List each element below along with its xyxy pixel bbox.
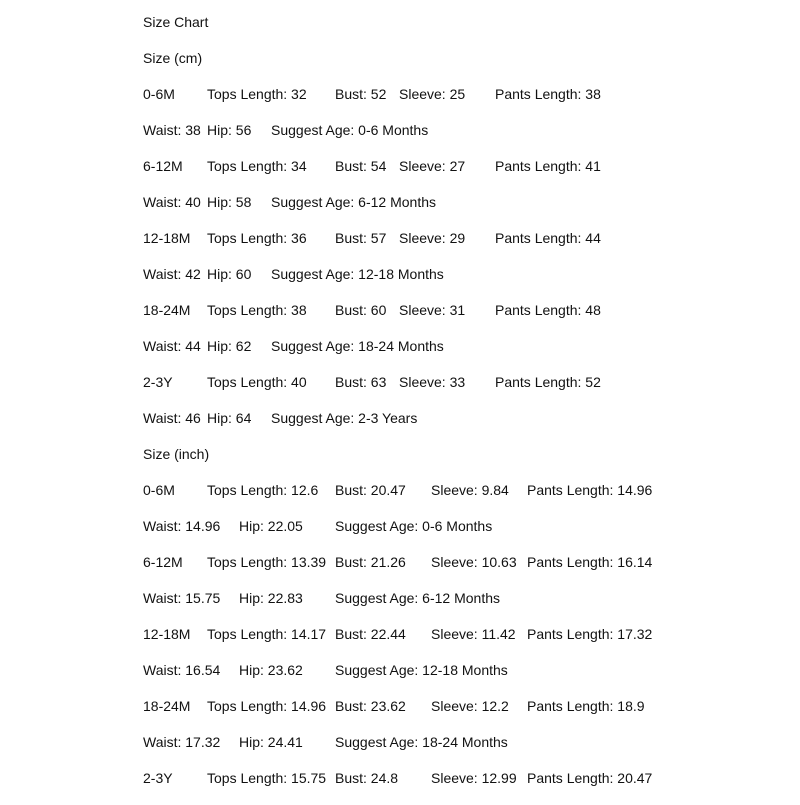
sleeve: Sleeve: 25 — [399, 86, 466, 102]
bust: Bust: 23.62 — [335, 698, 406, 714]
size-chart-document — [143, 13, 783, 805]
sleeve: Sleeve: 12.2 — [431, 698, 509, 714]
cm-row-4-detail — [143, 409, 783, 445]
hip: Hip: 64 — [207, 410, 252, 426]
sleeve: Sleeve: 11.42 — [431, 626, 516, 642]
bust: Bust: 57 — [335, 230, 387, 246]
cm-row-4-main — [143, 373, 783, 409]
inch-row-2-detail — [143, 661, 783, 697]
waist: Waist: 38 — [143, 122, 201, 138]
pants-length: Pants Length: 18.9 — [527, 698, 645, 714]
inch-row-1-main — [143, 553, 783, 589]
bust: Bust: 60 — [335, 302, 387, 318]
tops-length: Tops Length: 14.17 — [207, 626, 327, 642]
waist: Waist: 15.75 — [143, 590, 221, 606]
size-label: 2-3Y — [143, 374, 173, 390]
waist: Waist: 46 — [143, 410, 201, 426]
size-label: 12-18M — [143, 626, 191, 642]
cm-row-2-main — [143, 229, 783, 265]
suggest-age: Suggest Age: 18-24 Months — [335, 734, 508, 750]
pants-length: Pants Length: 20.47 — [527, 770, 653, 786]
inch-row-3-main — [143, 697, 783, 733]
tops-length: Tops Length: 34 — [207, 158, 307, 174]
bust: Bust: 20.47 — [335, 482, 406, 498]
cm-row-1-main — [143, 157, 783, 193]
tops-length: Tops Length: 32 — [207, 86, 307, 102]
cm-row-3-detail — [143, 337, 783, 373]
suggest-age: Suggest Age: 6-12 Months — [335, 590, 500, 606]
chart-title: Size Chart — [143, 14, 209, 30]
size-label: 6-12M — [143, 158, 183, 174]
hip: Hip: 22.83 — [239, 590, 303, 606]
tops-length: Tops Length: 14.96 — [207, 698, 327, 714]
size-label: 18-24M — [143, 698, 191, 714]
size-label: 18-24M — [143, 302, 191, 318]
bust: Bust: 24.8 — [335, 770, 399, 786]
inch-row-3-detail — [143, 733, 783, 769]
hip: Hip: 60 — [207, 266, 252, 282]
size-label: 2-3Y — [143, 770, 173, 786]
sleeve: Sleeve: 10.63 — [431, 554, 517, 570]
sleeve: Sleeve: 12.99 — [431, 770, 517, 786]
tops-length: Tops Length: 12.6 — [207, 482, 319, 498]
inch-row-1-detail — [143, 589, 783, 625]
inch-row-2-main — [143, 625, 783, 661]
pants-length: Pants Length: 16.14 — [527, 554, 653, 570]
sleeve: Sleeve: 27 — [399, 158, 466, 174]
tops-length: Tops Length: 36 — [207, 230, 307, 246]
hip: Hip: 23.62 — [239, 662, 303, 678]
pants-length: Pants Length: 41 — [495, 158, 601, 174]
tops-length: Tops Length: 38 — [207, 302, 307, 318]
pants-length: Pants Length: 14.96 — [527, 482, 653, 498]
cm-row-3-main — [143, 301, 783, 337]
tops-length: Tops Length: 13.39 — [207, 554, 327, 570]
waist: Waist: 17.32 — [143, 734, 221, 750]
waist: Waist: 40 — [143, 194, 201, 210]
hip: Hip: 58 — [207, 194, 252, 210]
waist: Waist: 16.54 — [143, 662, 221, 678]
pants-length: Pants Length: 38 — [495, 86, 601, 102]
bust: Bust: 52 — [335, 86, 387, 102]
sleeve: Sleeve: 33 — [399, 374, 466, 390]
pants-length: Pants Length: 48 — [495, 302, 601, 318]
waist: Waist: 44 — [143, 338, 201, 354]
sleeve: Sleeve: 29 — [399, 230, 466, 246]
sleeve: Sleeve: 31 — [399, 302, 466, 318]
hip: Hip: 24.41 — [239, 734, 303, 750]
bust: Bust: 54 — [335, 158, 387, 174]
hip: Hip: 56 — [207, 122, 252, 138]
size-label: 12-18M — [143, 230, 191, 246]
waist: Waist: 42 — [143, 266, 201, 282]
tops-length: Tops Length: 15.75 — [207, 770, 327, 786]
suggest-age: Suggest Age: 6-12 Months — [271, 194, 436, 210]
waist: Waist: 14.96 — [143, 518, 221, 534]
hip: Hip: 22.05 — [239, 518, 303, 534]
bust: Bust: 21.26 — [335, 554, 406, 570]
pants-length: Pants Length: 44 — [495, 230, 601, 246]
cm-row-0-detail — [143, 121, 783, 157]
suggest-age: Suggest Age: 0-6 Months — [335, 518, 493, 534]
suggest-age: Suggest Age: 2-3 Years — [271, 410, 418, 426]
size-label: 6-12M — [143, 554, 183, 570]
suggest-age: Suggest Age: 0-6 Months — [271, 122, 429, 138]
suggest-age: Suggest Age: 12-18 Months — [335, 662, 508, 678]
inch-row-0-main — [143, 481, 783, 517]
tops-length: Tops Length: 40 — [207, 374, 307, 390]
pants-length: Pants Length: 52 — [495, 374, 601, 390]
size-label: 0-6M — [143, 482, 175, 498]
inch-section-heading: Size (inch) — [143, 446, 210, 462]
hip: Hip: 62 — [207, 338, 252, 354]
size-label: 0-6M — [143, 86, 175, 102]
bust: Bust: 22.44 — [335, 626, 406, 642]
cm-row-0-main — [143, 85, 783, 121]
cm-section-heading: Size (cm) — [143, 50, 203, 66]
inch-row-0-detail — [143, 517, 783, 553]
suggest-age: Suggest Age: 18-24 Months — [271, 338, 444, 354]
bust: Bust: 63 — [335, 374, 387, 390]
pants-length: Pants Length: 17.32 — [527, 626, 653, 642]
sleeve: Sleeve: 9.84 — [431, 482, 509, 498]
cm-row-2-detail — [143, 265, 783, 301]
suggest-age: Suggest Age: 12-18 Months — [271, 266, 444, 282]
cm-row-1-detail — [143, 193, 783, 229]
